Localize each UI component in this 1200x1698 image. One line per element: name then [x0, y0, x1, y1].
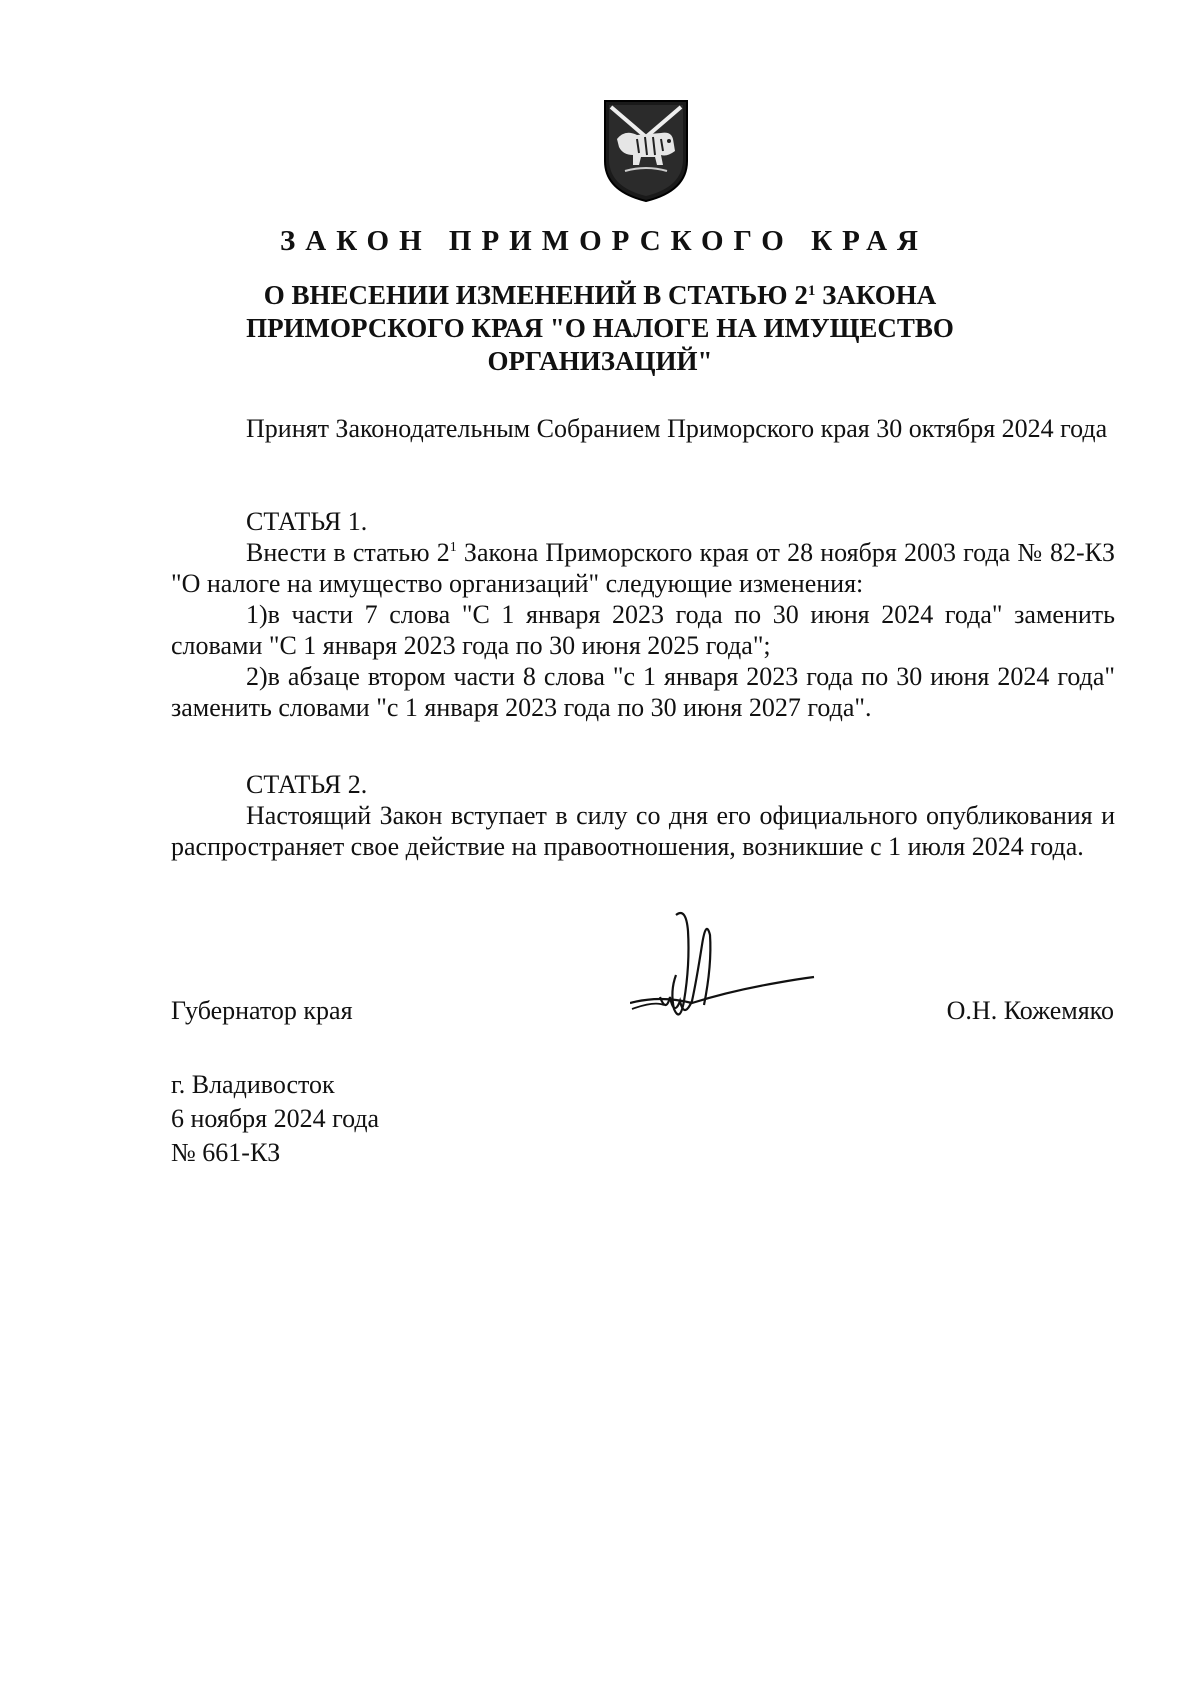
- article-1-item-1: 1)в части 7 слова "С 1 января 2023 года по 30 июня 2024 года" заменить словами "С 1 января 2023 года по 30 июня 2025 года";: [171, 600, 1115, 660]
- law-heading: ЗАКОН ПРИМОРСКОГО КРАЯ: [279, 225, 928, 257]
- signing-date: 6 ноября 2024 года: [171, 1104, 380, 1133]
- signatory-position: Губернатор края: [171, 996, 353, 1025]
- article-2: [171, 769, 1115, 862]
- handwritten-signature: [630, 905, 820, 1035]
- signatory-name: О.Н. Кожемяко: [946, 996, 1114, 1025]
- city: г. Владивосток: [171, 1070, 335, 1099]
- law-title-line-3: ОРГАНИЗАЦИЙ": [487, 346, 713, 376]
- article-1-heading: СТАТЬЯ 1.: [246, 507, 368, 536]
- article-1: [171, 506, 1115, 723]
- place-and-date: [171, 1068, 379, 1170]
- law-title-line-2: ПРИМОРСКОГО КРАЯ "О НАЛОГЕ НА ИМУЩЕСТВО: [246, 313, 954, 343]
- article-2-text: Настоящий Закон вступает в силу со дня его официального опубликования и распространяет свое действие на правоотношения, возникшие с 1 июля 2024 года.: [171, 801, 1115, 861]
- primorsky-krai-coat-of-arms-icon: [603, 99, 689, 203]
- article-1-item-2: 2)в абзаце втором части 8 слова "с 1 января 2023 года по 30 июня 2024 года" заменить словами "с 1 января 2023 года по 30 июня 2027 года".: [171, 662, 1115, 722]
- law-number: № 661-КЗ: [171, 1138, 281, 1167]
- adoption-statement: Принят Законодательным Собранием Приморского края 30 октября 2024 года: [246, 414, 1108, 443]
- article-2-heading: СТАТЬЯ 2.: [246, 770, 368, 799]
- article-1-intro: Внести в статью $2^1$ Закона Приморского края от 28 ноября 2003 года № 82-КЗ "О налоге на имущество организаций" следующие изменения:: [171, 538, 1115, 598]
- law-title-line-1: О ВНЕСЕНИИ ИЗМЕНЕНИЙ В СТАТЬЮ $2^1$ ЗАКОНА: [263, 280, 937, 310]
- law-title: [150, 279, 1050, 378]
